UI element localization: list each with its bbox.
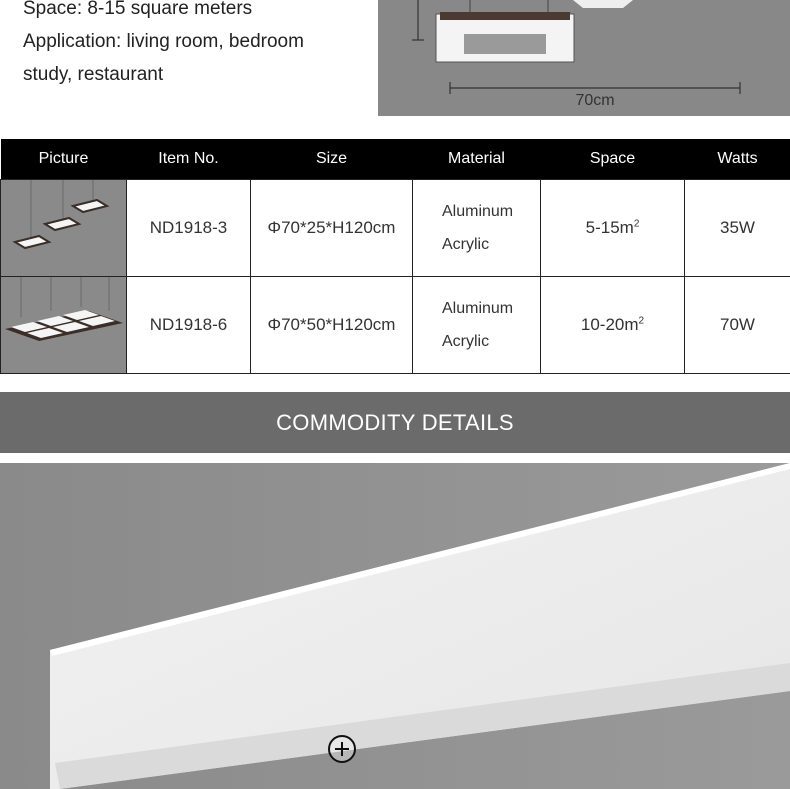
- section-title: COMMODITY DETAILS: [276, 410, 514, 435]
- cell-space: [541, 277, 685, 374]
- spec-list: [23, 0, 363, 91]
- header-watts: Watts: [685, 139, 790, 180]
- table-row: [1, 180, 790, 277]
- cell-size: Φ70*25*H120cm: [251, 180, 413, 277]
- cell-watts: 35W: [685, 180, 790, 277]
- header-size: Size: [251, 139, 413, 180]
- cell-material: [413, 277, 541, 374]
- spec-space: Space: 8-15 square meters: [23, 0, 253, 19]
- cell-space: [541, 180, 685, 277]
- space-value: 5-15m: [585, 218, 634, 237]
- space-unit-sup: 2: [633, 218, 640, 230]
- thumbnail-6-panel: [1, 277, 127, 368]
- space-unit-sup: 2: [638, 315, 645, 327]
- spec-table: [0, 139, 790, 374]
- header-item-no: Item No.: [127, 139, 251, 180]
- lamp-closeup-image: [0, 463, 790, 789]
- zoom-in-icon[interactable]: [328, 735, 356, 763]
- table-header-row: [1, 139, 790, 180]
- header-picture: Picture: [1, 139, 127, 180]
- cell-size: Φ70*50*H120cm: [251, 277, 413, 374]
- dimension-figure: [378, 0, 790, 116]
- spec-application: Application: living room, bedroom: [23, 31, 304, 52]
- cell-item-no: ND1918-3: [127, 180, 251, 277]
- product-thumbnail[interactable]: [1, 277, 127, 374]
- cell-item-no: ND1918-6: [127, 277, 251, 374]
- cell-watts: 70W: [685, 277, 790, 374]
- header-material: Material: [413, 139, 541, 180]
- material-1: Aluminum: [442, 300, 514, 317]
- material-2: Acrylic: [442, 333, 490, 350]
- detail-photo[interactable]: [0, 463, 790, 789]
- spec-application-cont: study, restaurant: [23, 64, 164, 85]
- section-banner: [0, 392, 790, 453]
- dimension-width-label: 70cm: [575, 92, 615, 109]
- table-row: [1, 277, 790, 374]
- material-2: Acrylic: [442, 236, 490, 253]
- space-value: 10-20m: [580, 315, 639, 334]
- header-space: Space: [541, 139, 685, 180]
- thumbnail-3-panel: [1, 180, 127, 271]
- material-1: Aluminum: [442, 203, 514, 220]
- product-thumbnail[interactable]: [1, 180, 127, 277]
- cell-material: [413, 180, 541, 277]
